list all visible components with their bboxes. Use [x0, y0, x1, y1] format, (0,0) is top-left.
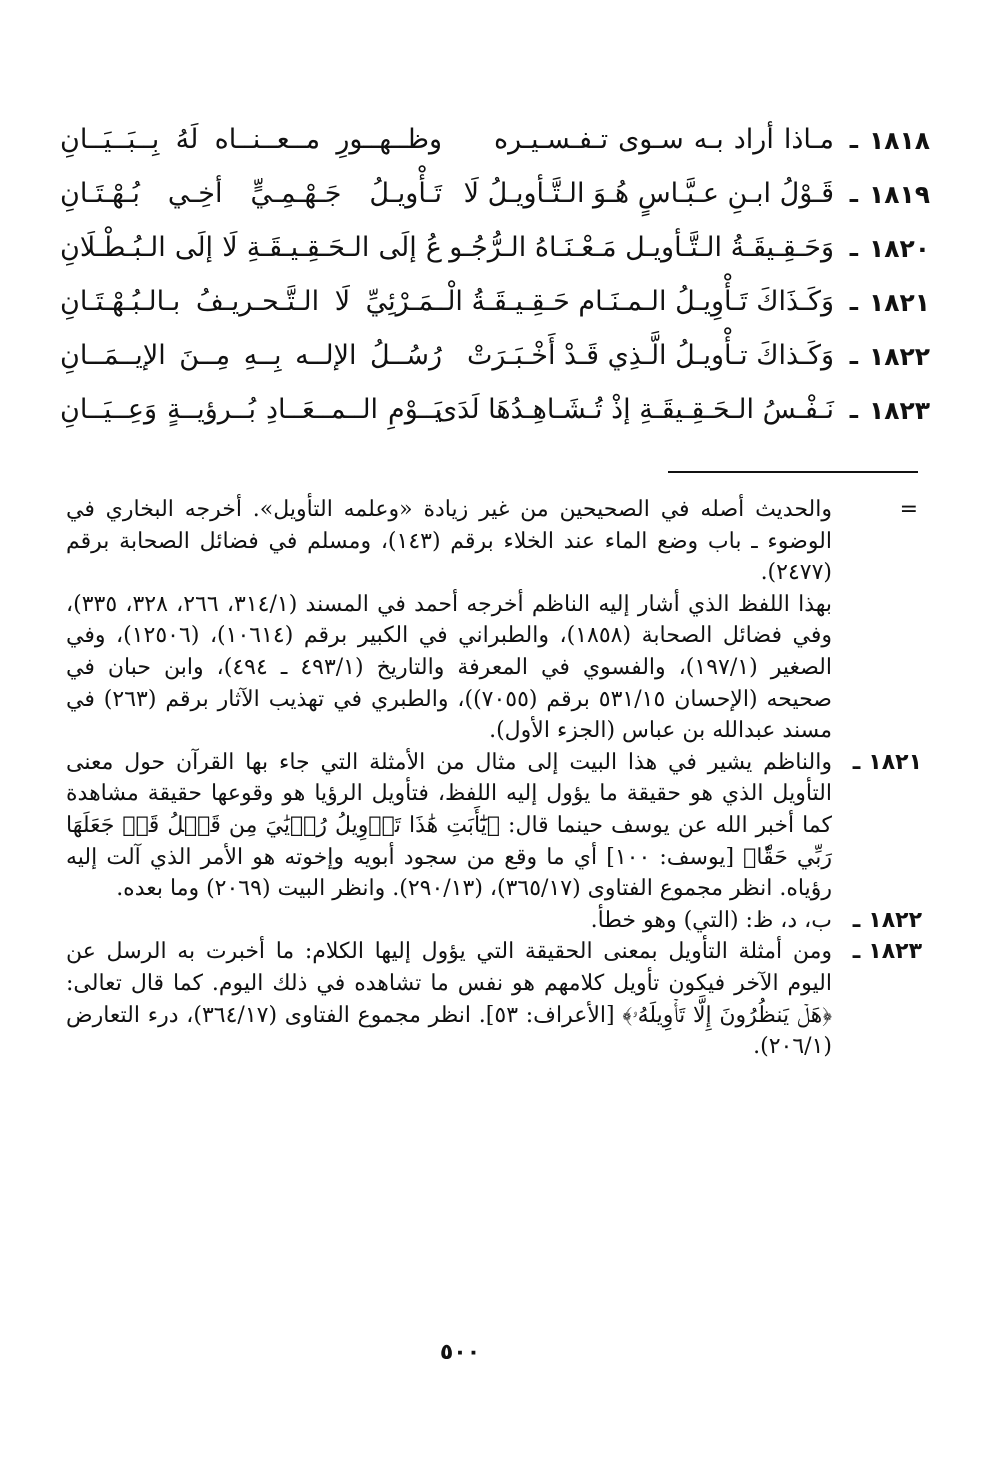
verse-row: [60, 230, 930, 284]
page-number: ٥٠٠: [439, 1340, 481, 1365]
footnote-paragraph: والناظم يشير في هذا البيت إلى مثال من الأمثلة التي جاء بها القرآن حول معنى التأويل الذي هو حقيقة ما يؤول إليه اللفظ، فتأويل الرؤيا هو وقوعها حقيقة مشاهدة كما أخبر الله عن يوسف حينما قال: ﴿يَٰٓأَبَتِ هَٰذَا تَأۡوِيلُ رُءۡيَٰيَ مِن قَبۡلُ قَدۡ جَعَلَهَا رَبِّي حَقّٗا﴾ [يوسف: ١٠٠] أي ما وقع من سجود أبويه وإخوته هو الأمر الذي آلت إليه رؤياه. انظر مجموع الفتاوى (٣٦٥/١٧)، (٢٩٠/١٣). وانظر البيت (٢٠٦٩) وما بعده.: [66, 749, 832, 902]
verse-dash: ـ: [849, 342, 858, 370]
footnote-marker: [844, 936, 922, 968]
verse-first-hemistich: وَكَـذاكَ تـأْويـلُ الَّـذِي قَـدْ أَخْـبَـرَتْ: [466, 340, 834, 371]
verse-first-hemistich: نَـفْـسُ الـحَـقِـيقَـةِ إذْ تُـشَـاهِـدُهَا لَدَى: [436, 394, 834, 425]
footnote-marker: [844, 905, 922, 937]
verse-dash: ـ: [849, 126, 858, 154]
footnote-number: ١٨٢٢: [868, 907, 922, 933]
verse-dash: ـ: [849, 180, 858, 208]
verse-row: [60, 176, 930, 230]
footnote-separator: [668, 471, 918, 473]
verse-row: [60, 284, 930, 338]
verse-second-hemistich: ـمَـرْئِيِّ لَا الـتَّـحـريـفُ بـالـبُـهْـتَـانِ: [60, 286, 442, 317]
footnote-number: ١٨٢١: [868, 749, 922, 775]
footnote-number: ١٨٢٣: [868, 939, 922, 965]
verse-row: [60, 392, 930, 446]
footnote-1823: [66, 936, 922, 1062]
footnote-dash: ـ: [852, 749, 861, 775]
verse-second-hemistich: عُ إلَى الـحَـقِـيـقَـةِ لَا إلَى الـبُـطْـلَانِ: [60, 232, 442, 263]
verse-second-hemistich: تَـأْويـلُ جَـهْـمِـيٍّ أخِـي بُـهْـتَـانِ: [60, 178, 442, 209]
verse-first-hemistich: وَحَـقِـيقَـةُ الـتَّـأويـل مَـعْـنَـاهُ الـرُّجُـو: [449, 232, 834, 263]
footnote-paragraph: ومن أمثلة التأويل بمعنى الحقيقة التي يؤول إليها الكلام: ما أخبرت به الرسل عن اليوم الآخر فيكون تأويل كلامهم هو نفس ما تشاهده في ذلك اليوم. كما قال تعالى: ﴿هَلۡ يَنظُرُونَ إِلَّا تَأۡوِيلَهُۥ﴾ [الأعراف: ٥٣]. انظر مجموع الفتاوى (٣٦٤/١٧)، درء التعارض (٢٠٦/١).: [66, 939, 832, 1060]
footnote-marker: [844, 747, 922, 779]
verse-first-hemistich: مـاذا أراد بـه سـوى تـفـسـيـره: [494, 124, 834, 155]
verse-second-hemistich: رُسُــلُ الإلــه بِــهِ مِــنَ الإيــمَــانِ: [60, 340, 442, 371]
verse-number: ١٨٢٢: [868, 342, 930, 371]
footnote-1821: [66, 747, 922, 905]
verse-number: ١٨٢١: [868, 288, 930, 317]
verse-number: ١٨١٩: [868, 180, 930, 209]
footnote-paragraph: والحديث أصله في الصحيحين من غير زيادة «وعلمه التأويل». أخرجه البخاري في الوضوء ـ باب وضع الماء عند الخلاء برقم (١٤٣)، ومسلم في فضائل الصحابة برقم (٢٤٧٧).: [66, 497, 832, 586]
footnote-marker: =: [899, 497, 918, 522]
footnote-1822: [66, 905, 922, 937]
verse-second-hemistich: يَــوْمِ الــمــعَــادِ بُــرؤيــةٍ وَعِــيَــانِ: [60, 394, 442, 425]
verse-number: ١٨١٨: [868, 126, 930, 155]
verse-dash: ـ: [849, 396, 858, 424]
verse-dash: ـ: [849, 288, 858, 316]
verse-number: ١٨٢٠: [868, 234, 930, 263]
verse-second-hemistich: وظــهــورِ مــعــنــاه لَهُ بِــبَــيَــانِ: [60, 124, 442, 155]
verse-first-hemistich: قَـوْلُ ابـنِ عـبَّـاسٍ هُـوَ الـتَّـأويـلُ لَا: [463, 178, 834, 209]
verse-number: ١٨٢٣: [868, 396, 930, 425]
footnote-dash: ـ: [852, 939, 861, 965]
footnote-paragraph: ب، د، ظ: (التي) وهو خطأ.: [590, 907, 832, 933]
verse-row: [60, 338, 930, 392]
footnote-dash: ـ: [852, 907, 861, 933]
footnotes: [66, 494, 922, 1063]
verse-dash: ـ: [849, 234, 858, 262]
verse-row: [60, 122, 930, 176]
footnote-continued: [66, 494, 922, 747]
footnote-paragraph: بهذا اللفظ الذي أشار إليه الناظم أخرجه أحمد في المسند (٣١٤/١، ٢٦٦، ٣٢٨، ٣٣٥)، وفي فضائل الصحابة (١٨٥٨)، والطبراني في الكبير برقم (١٠٦١٤)، (١٢٥٠٦)، وفي الصغير (١٩٧/١)، والفسوي في المعرفة والتاريخ (٤٩٣/١ ـ ٤٩٤)، وابن حبان في صحيحه (الإحسان ٥٣١/١٥ برقم (٧٠٥٥))، والطبري في تهذيب الآثار برقم (٢٦٣) في مسند عبدالله بن عباس (الجزء الأول).: [66, 591, 833, 744]
verse-first-hemistich: وَكَـذَاكَ تَـأْوِيـلُ الـمـنَـام حَـقِـيـقَـةُ الْـ: [439, 286, 834, 317]
poem-verses: [60, 122, 930, 446]
